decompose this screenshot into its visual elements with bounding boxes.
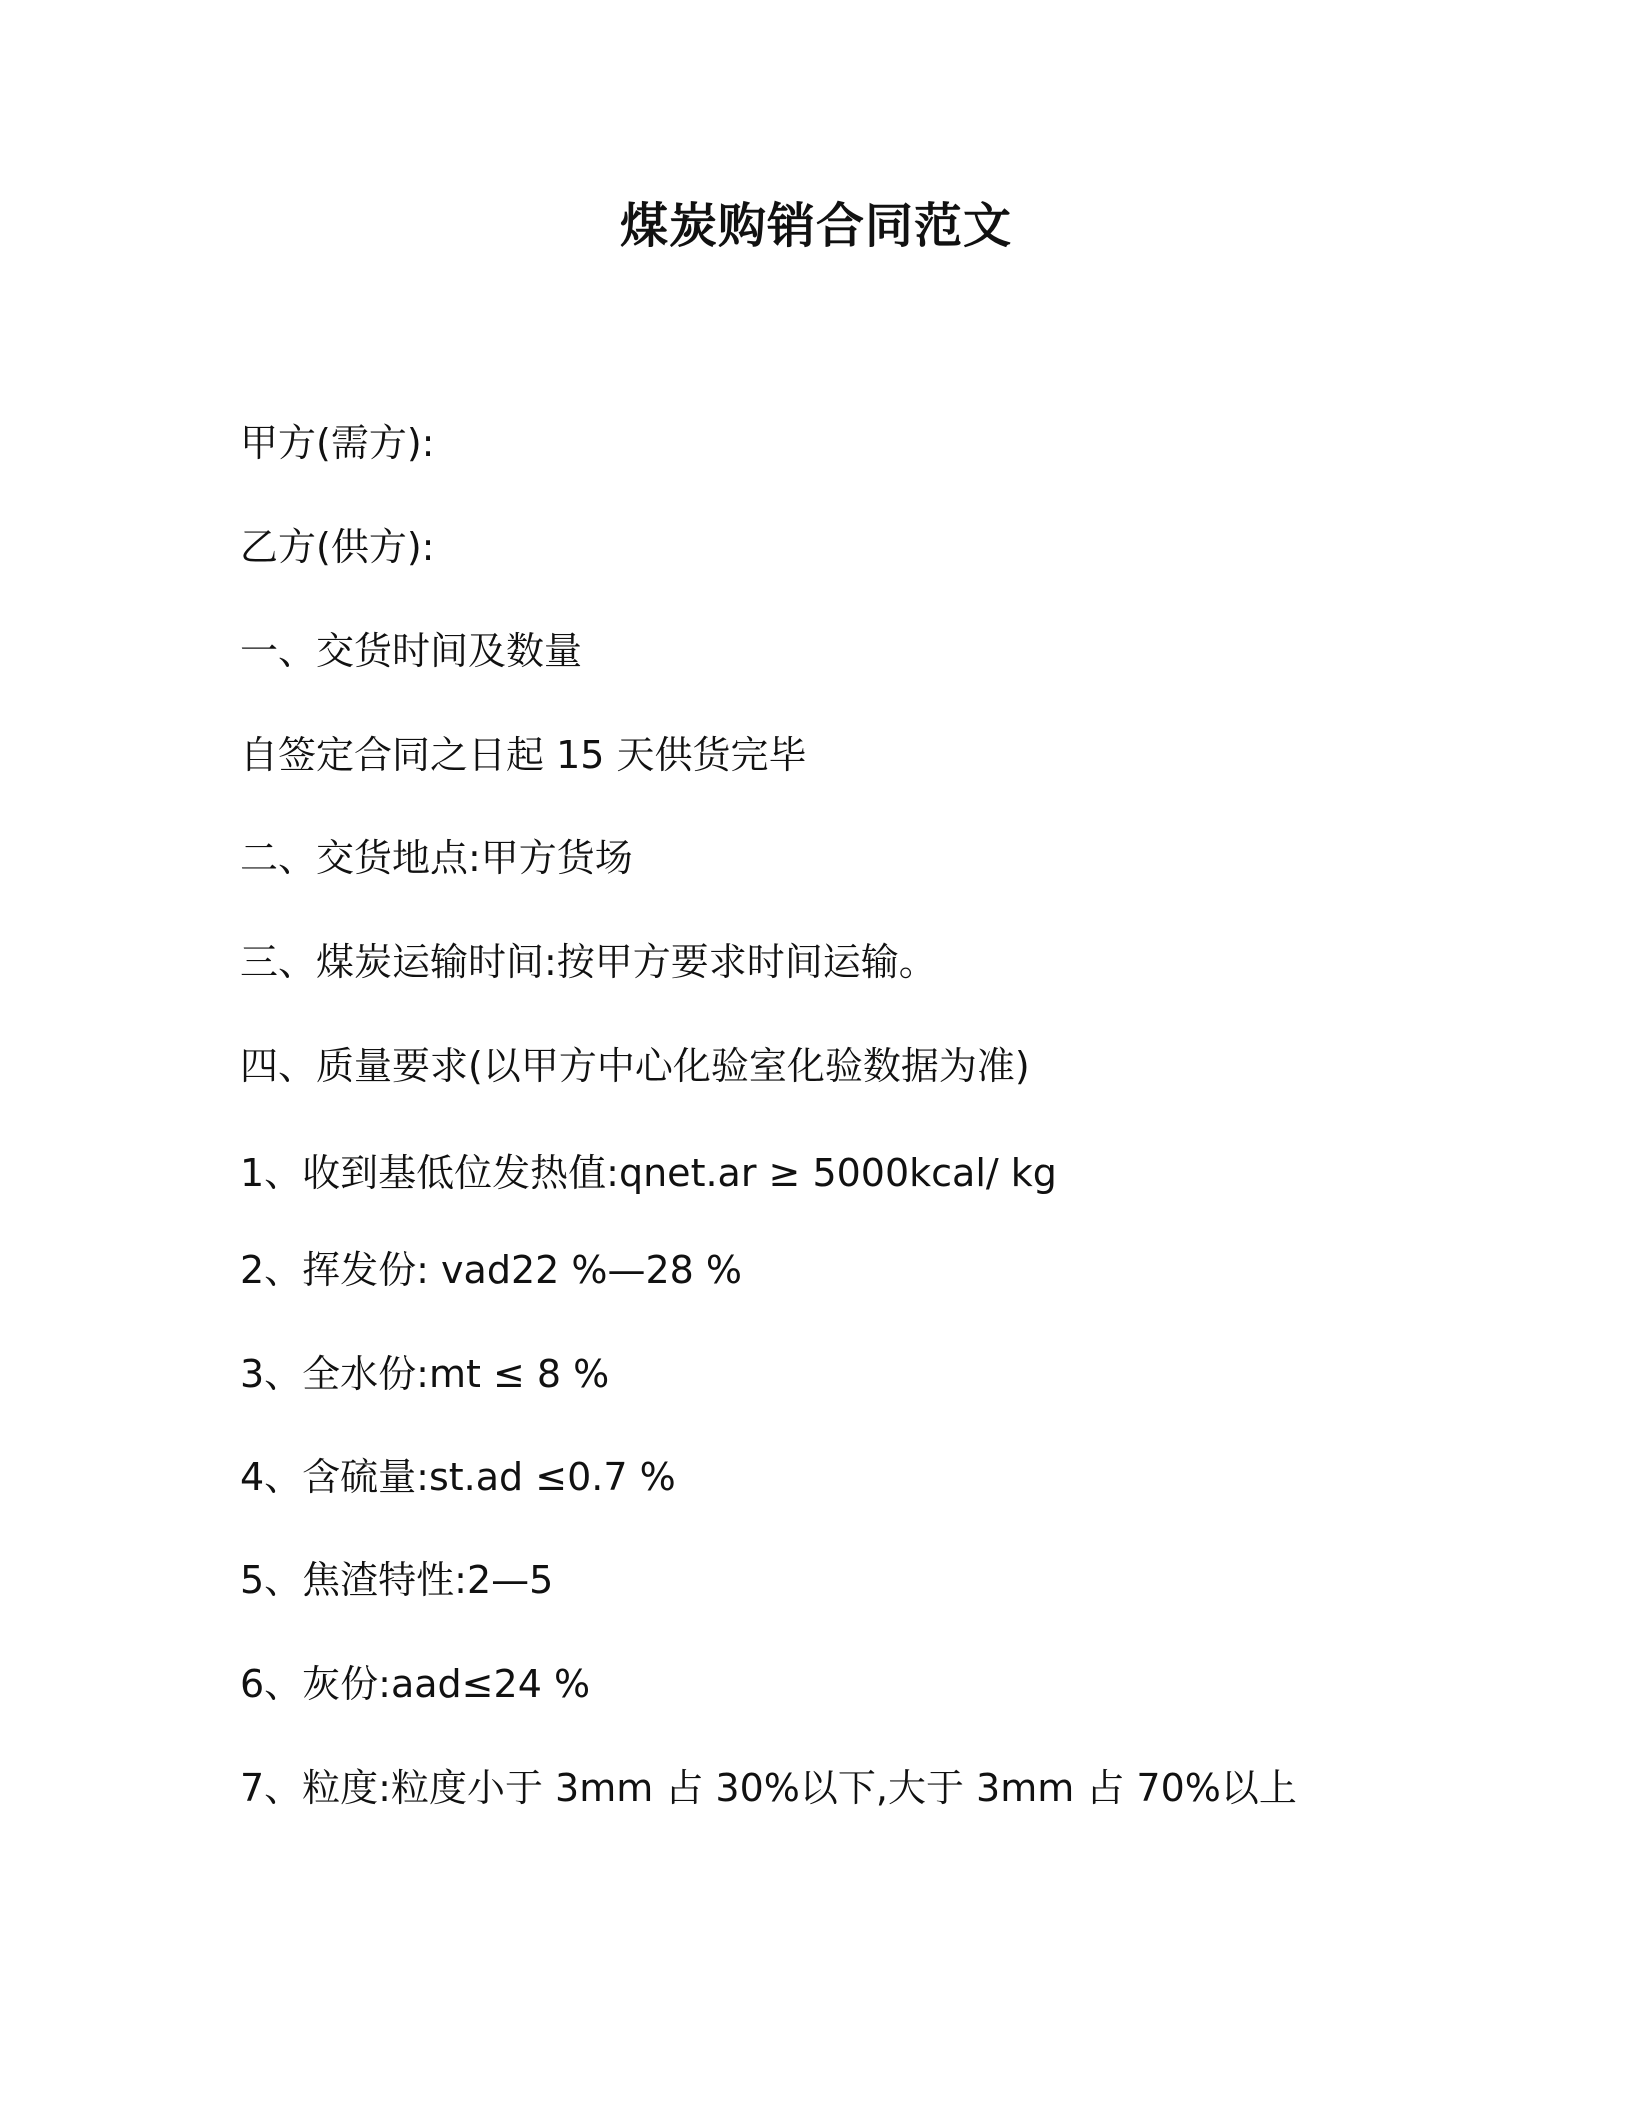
quality-item-6: 6、灰份:aad≤24 % (240, 1662, 591, 1706)
section-4-heading: 四、质量要求(以甲方中心化验室化验数据为准) (240, 1044, 1030, 1088)
quality-item-1: 1、收到基低位发热值:qnet.ar ≥ 5000kcal/ kg (240, 1151, 1057, 1195)
section-3-line: 三、煤炭运输时间:按甲方要求时间运输。 (240, 940, 937, 984)
section-2-line: 二、交货地点:甲方货场 (240, 836, 633, 880)
section-1-body: 自签定合同之日起 15 天供货完毕 (240, 733, 807, 777)
document-title: 煤炭购销合同范文 (619, 198, 1012, 254)
party-b-line: 乙方(供方): (240, 525, 435, 569)
quality-item-3: 3、全水份:mt ≤ 8 % (240, 1352, 610, 1396)
quality-item-5: 5、焦渣特性:2—5 (240, 1558, 554, 1602)
quality-item-4: 4、含硫量:st.ad ≤0.7 % (240, 1455, 676, 1499)
quality-item-2: 2、挥发份: vad22 %—28 % (240, 1248, 743, 1292)
quality-item-7: 7、粒度:粒度小于 3mm 占 30%以下,大于 3mm 占 70%以上 (240, 1766, 1297, 1810)
section-1-heading: 一、交货时间及数量 (240, 629, 583, 673)
party-a-line: 甲方(需方): (240, 421, 435, 465)
